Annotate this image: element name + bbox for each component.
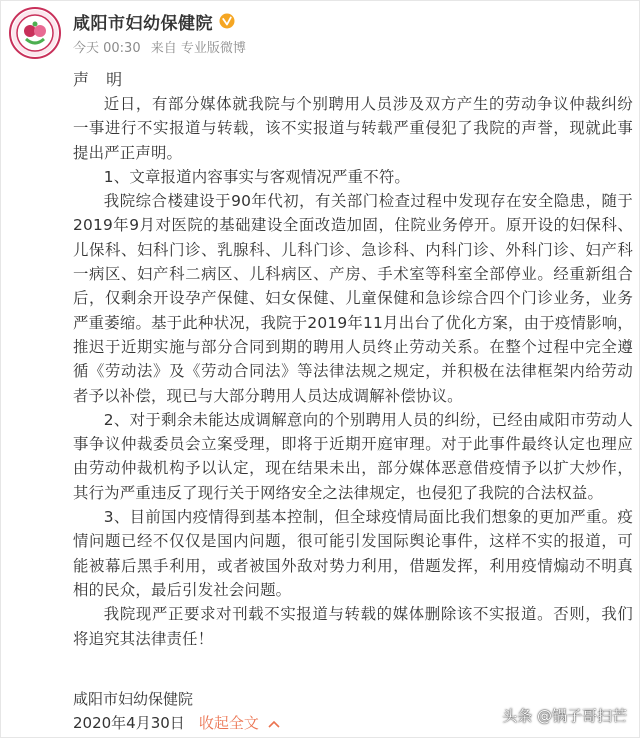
post-body — [73, 88, 633, 651]
collapse-label: 收起全文 — [198, 714, 259, 732]
post-meta — [73, 37, 252, 56]
chevron-up-icon — [268, 714, 280, 722]
paragraph-intro: 近日，有部分媒体就我院与个别聘用人员涉及双方产生的劳动争议仲裁纠纷一事进行不实报道与转载，该不实报道与转载严重侵犯了我院的声誉，现就此事提出严正声明。 — [73, 95, 633, 162]
collapse-button[interactable] — [199, 712, 280, 733]
author-name[interactable]: 咸阳市妇幼保健院 — [73, 13, 213, 34]
date-line — [73, 712, 280, 733]
watermark: 头条 @锅子哥扫芒 — [502, 707, 627, 725]
verified-badge-icon — [219, 13, 235, 29]
paragraph-point-1-detail: 我院综合楼建设于90年代初，有关部门检查过程中发现存在安全隐患，随于2019年9月对医院的基础建设全面改造加固，住院业务停开。原开设的妇保科、儿保科、妇科门诊、乳腺科、儿科门诊、急诊科、内科门诊、外科门诊、妇产科一病区、妇产科二病区、儿科病区、产房、手术室等科室全部停业。经重新组合后，仅剩余开设孕产保健、妇女保健、儿童保健和急诊综合四个门诊业务，业务严重萎缩。基于此种状况，我院于2019年11月出台了优化方案，由于疫情影响，推迟于近期实施与部分合同到期的聘用人员终止劳动关系。在整个过程中完全遵循《劳动法》及《劳动合同法》等法律法规之规定，并积极在法律框架内给劳动者予以补偿，现已与大部分聘用人员达成调解补偿协议。 — [73, 192, 633, 405]
post-source[interactable]: 来自 专业版微博 — [150, 41, 246, 56]
author-line — [73, 10, 235, 32]
paragraph-point-3: 3、目前国内疫情得到基本控制，但全球疫情局面比我们想象的更加严重。疫情问题已经不仅仅是国内问题，很可能引发国际舆论事件，这样不实的报道，可能被幕后黑手利用，或者被国外敌对势力利用，借题发挥，利用疫情煽动不明真相的民众，最后引发社会问题。 — [73, 508, 633, 599]
paragraph-demand: 我院现严正要求对刊载不实报道与转载的媒体删除该不实报道。否则，我们将追究其法律责任！ — [73, 605, 633, 648]
paragraph-point-1-heading: 1、文章报道内容事实与客观情况严重不符。 — [103, 167, 411, 186]
statement-date: 2020年4月30日 — [73, 714, 185, 732]
post-title: 声 明 — [73, 70, 129, 89]
post-time[interactable]: 今天 00:30 — [73, 41, 141, 56]
paragraph-point-2: 2、对于剩余未能达成调解意向的个别聘用人员的纠纷，已经由咸阳市劳动人事争议仲裁委员会立案受理，即将于近期开庭审理。对于此事件最终认定也理应由劳动仲裁机构予以认定，现在结果未出，部分媒体恶意借疫情予以扩大炒作，其行为严重违反了现行关于网络安全之法律规定，也侵犯了我院的合法权益。 — [73, 410, 633, 502]
avatar[interactable] — [9, 7, 61, 59]
signature: 咸阳市妇幼保健院 — [73, 690, 194, 708]
hospital-logo-icon — [11, 9, 59, 57]
